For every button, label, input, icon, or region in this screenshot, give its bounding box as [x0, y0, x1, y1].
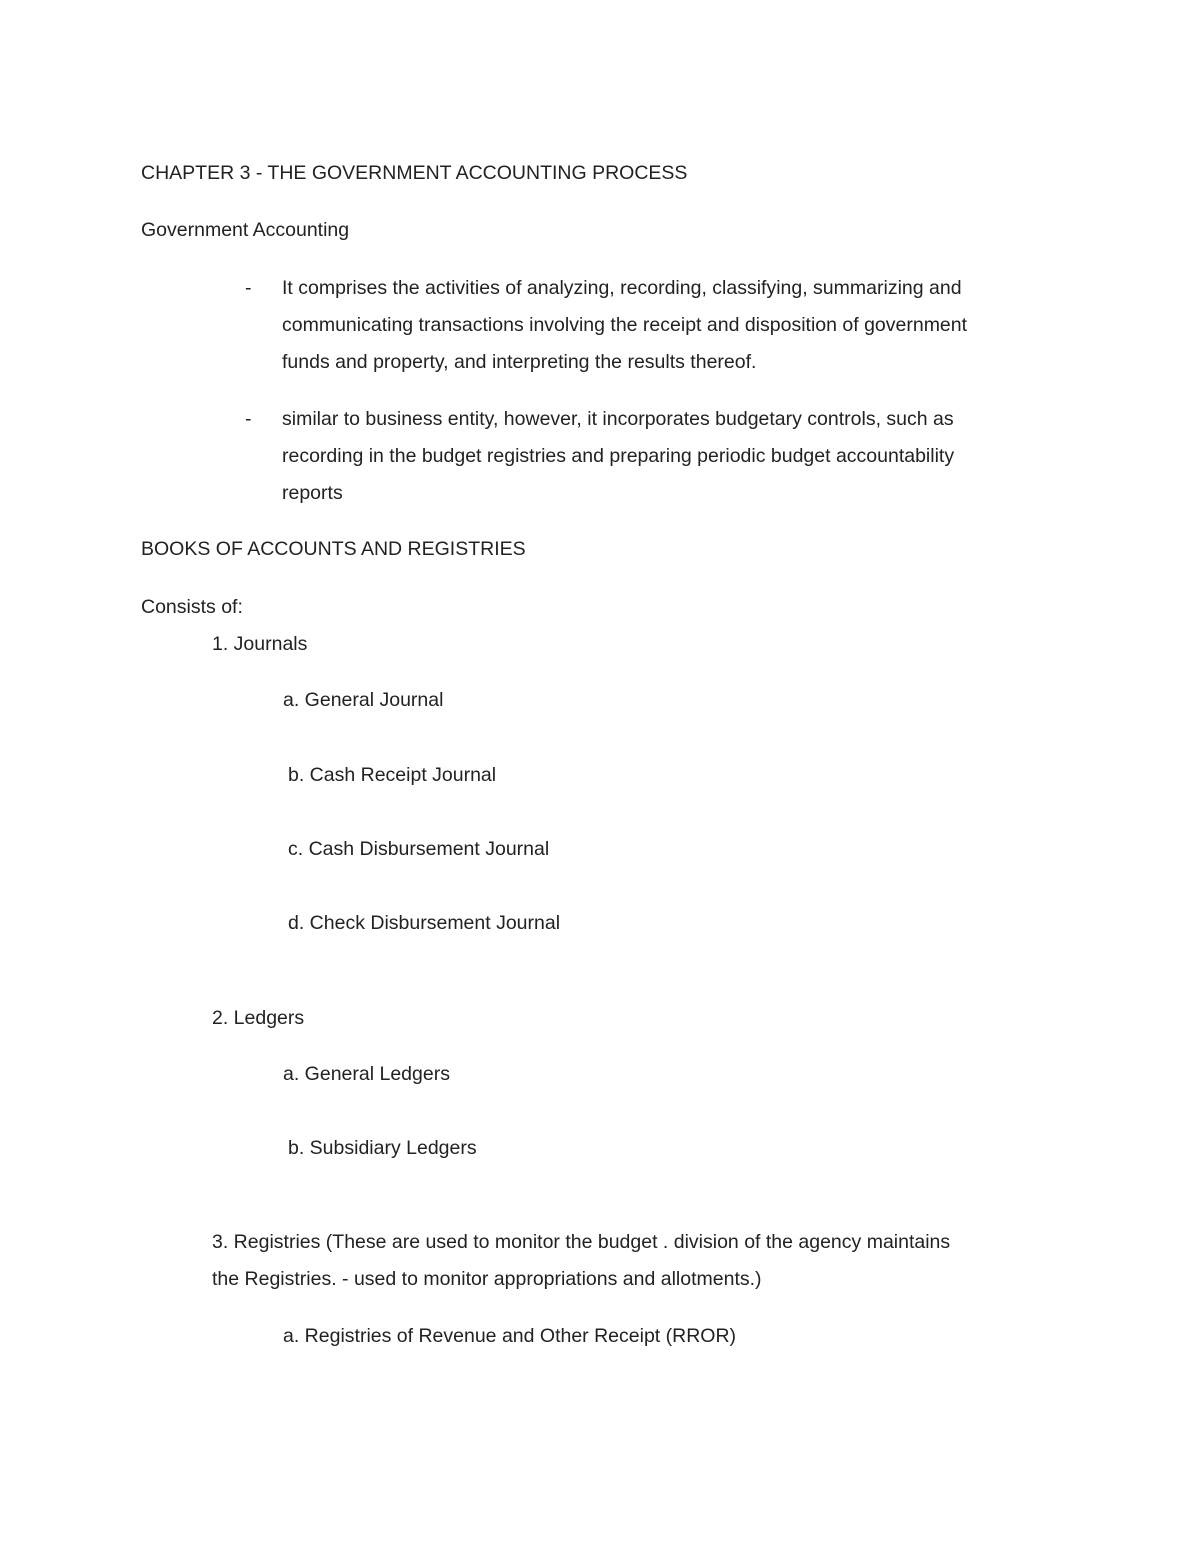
bullet-line: funds and property, and interpreting the results thereof.	[282, 351, 757, 373]
bullet-marker: -	[245, 408, 252, 430]
consists-of-label: Consists of:	[141, 596, 243, 618]
bullet-line: recording in the budget registries and preparing periodic budget accountability	[282, 445, 955, 467]
section-heading-government-accounting: Government Accounting	[141, 219, 350, 241]
list-item: b. Subsidiary Ledgers	[288, 1137, 477, 1159]
list-item: a. General Journal	[283, 689, 444, 711]
list-heading-registries-continued: the Registries. - used to monitor appropriations and allotments.)	[212, 1268, 762, 1290]
list-item: b. Cash Receipt Journal	[288, 764, 497, 786]
list-heading-ledgers: 2. Ledgers	[212, 1007, 305, 1029]
list-heading-journals: 1. Journals	[212, 633, 308, 655]
list-item: a. Registries of Revenue and Other Receipt (RROR)	[283, 1325, 737, 1347]
list-item: c. Cash Disbursement Journal	[288, 838, 550, 860]
bullet-line: It comprises the activities of analyzing, recording, classifying, summarizing and	[282, 277, 962, 299]
list-item: a. General Ledgers	[283, 1063, 450, 1085]
list-heading-registries: 3. Registries (These are used to monitor the budget . division of the agency maintains	[212, 1231, 951, 1253]
list-item: d. Check Disbursement Journal	[288, 912, 561, 934]
bullet-marker: -	[245, 277, 252, 299]
chapter-title: CHAPTER 3 - THE GOVERNMENT ACCOUNTING PROCESS	[141, 162, 688, 184]
bullet-line: reports	[282, 482, 343, 504]
section-heading-books: BOOKS OF ACCOUNTS AND REGISTRIES	[141, 538, 526, 560]
bullet-line: similar to business entity, however, it incorporates budgetary controls, such as	[282, 408, 954, 430]
bullet-line: communicating transactions involving the receipt and disposition of government	[282, 314, 968, 336]
